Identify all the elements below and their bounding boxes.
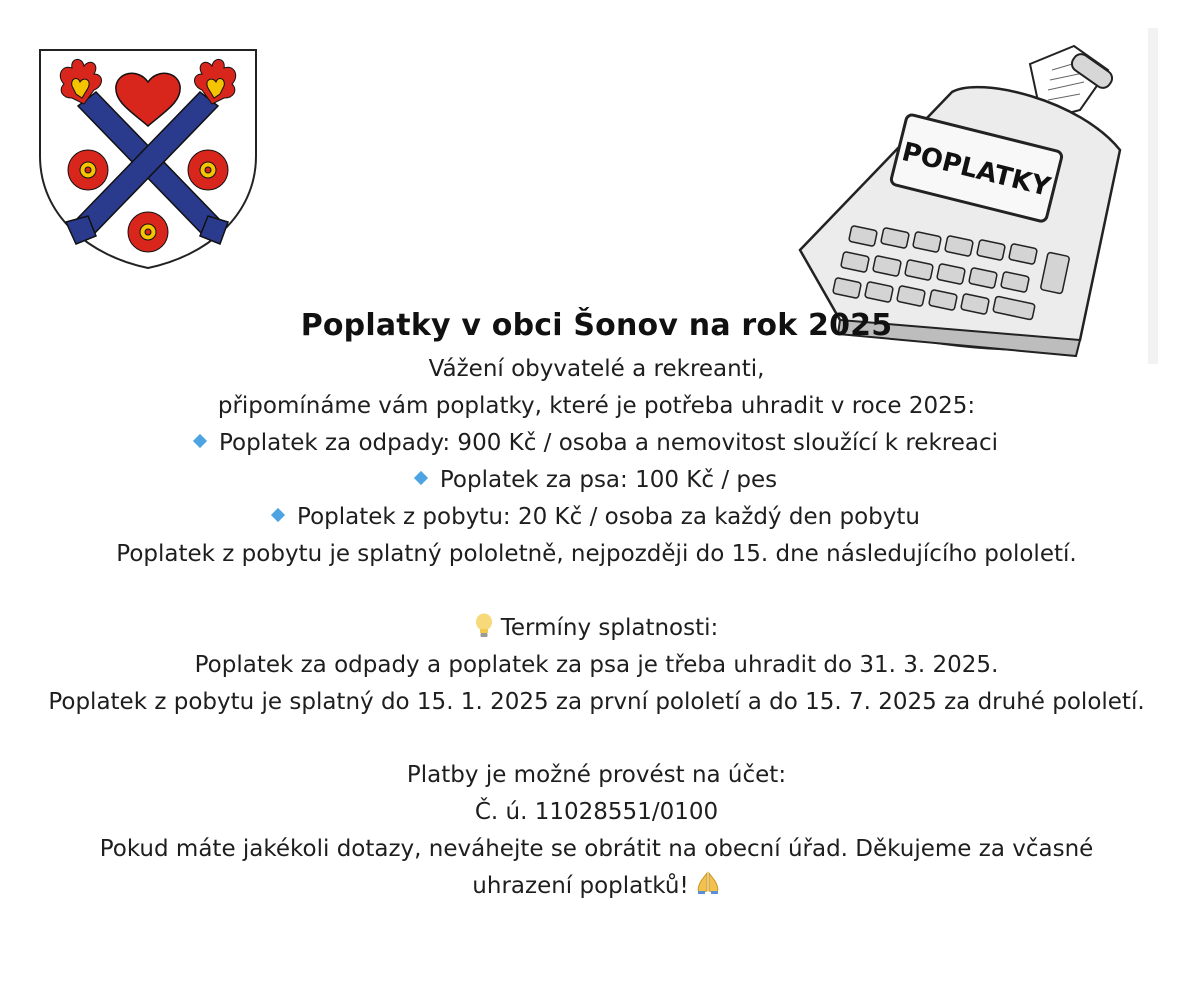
fee-text: Poplatek za psa: 100 Kč / pes (439, 467, 778, 493)
diamond-bullet-icon (414, 470, 428, 484)
deadlines-heading: Termíny splatnosti: (500, 615, 719, 641)
page-title: Poplatky v obci Šonov na rok 2025 (300, 308, 893, 343)
diamond-bullet-icon (271, 507, 285, 521)
deadline-line: Poplatek za odpady a poplatek za psa je třeba uhradit do 31. 3. 2025. (194, 652, 999, 678)
stay-fee-note: Poplatek z pobytu je splatný pololetně, nejpozději do 15. dne následujícího pololetí. (116, 541, 1077, 567)
intro: připomínáme vám poplatky, které je potřeba uhradit v roce 2025: (217, 393, 976, 419)
municipal-coat-of-arms (36, 46, 260, 270)
payment-heading: Platby je možné provést na účet: (406, 762, 787, 788)
fee-item (0, 465, 1193, 495)
deadlines-heading-line (0, 613, 1193, 643)
calculator-display-text: POPLATKY (898, 137, 1054, 203)
greeting: Vážení obyvatelé a rekreanti, (428, 356, 765, 382)
fee-item (0, 502, 1193, 532)
diamond-bullet-icon (193, 433, 207, 447)
fee-text: Poplatek z pobytu: 20 Kč / osoba za každý den pobytu (297, 504, 920, 530)
closing-line-2 (0, 871, 1193, 901)
fee-item (0, 428, 1193, 458)
account-number: Č. ú. 11028551/0100 (474, 799, 719, 825)
closing-text: uhrazení poplatků! (472, 873, 689, 899)
closing-line: Pokud máte jakékoli dotazy, neváhejte se obrátit na obecní úřad. Děkujeme za včasné (99, 836, 1094, 862)
deadline-line: Poplatek z pobytu je splatný do 15. 1. 2025 za první pololetí a do 15. 7. 2025 za druhé pololetí. (48, 689, 1145, 715)
fee-text: Poplatek za odpady: 900 Kč / osoba a nemovitost sloužící k rekreaci (218, 430, 998, 456)
praying-hands-icon (695, 871, 721, 895)
lightbulb-icon (475, 613, 493, 639)
